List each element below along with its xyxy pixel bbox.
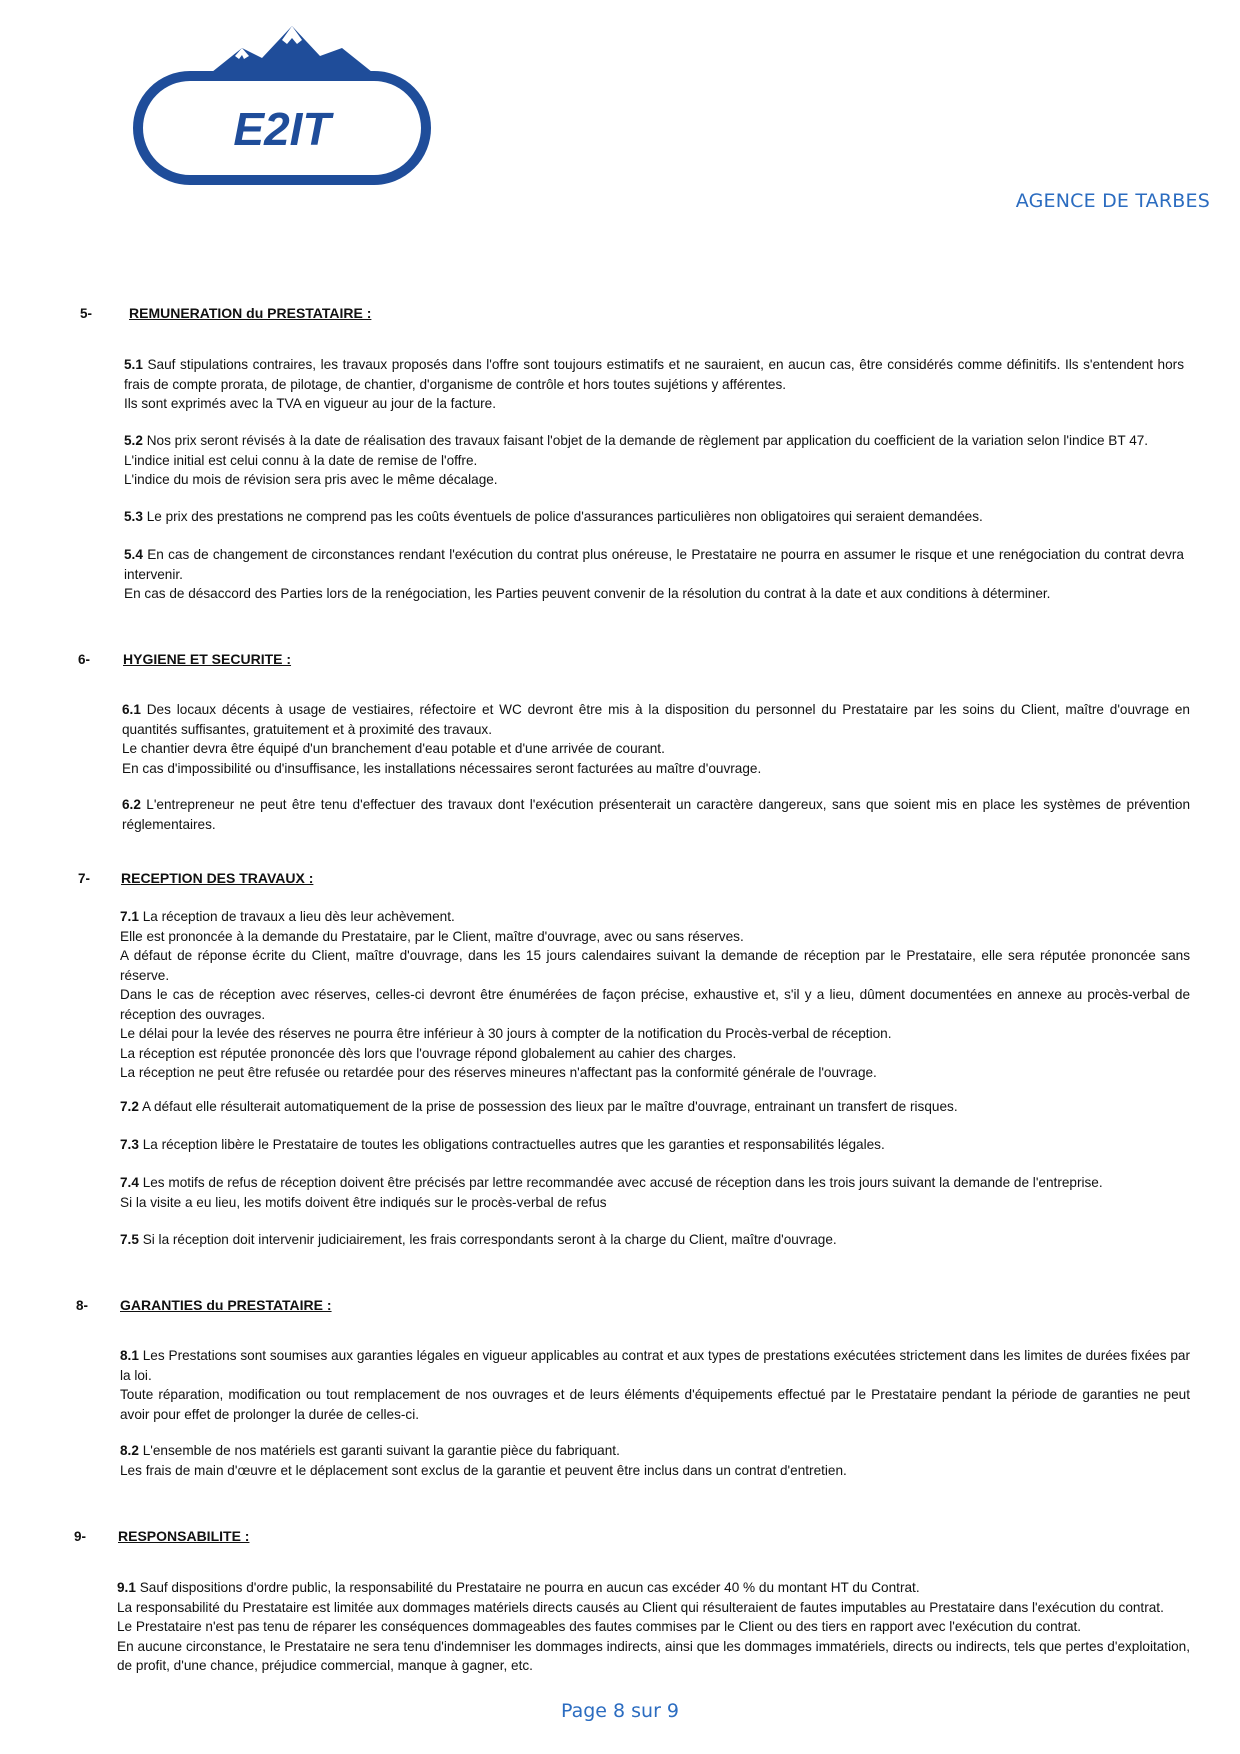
section-7-number: 7- xyxy=(78,871,91,886)
section-9-title: RESPONSABILITE : xyxy=(118,1528,250,1544)
ref-5-2: 5.2 xyxy=(124,433,143,448)
para-7-5: 7.5 Si la réception doit intervenir judiciairement, les frais correspondants seront à la charge du Client, maître d'ouvrage. xyxy=(120,1232,837,1247)
section-5-title: REMUNERATION du PRESTATAIRE : xyxy=(129,305,372,321)
page-number: Page 8 sur 9 xyxy=(560,1700,680,1722)
ref-7-1: 7.1 xyxy=(120,909,139,924)
ref-7-2: 7.2 xyxy=(120,1099,139,1114)
section-6-title: HYGIENE ET SECURITE : xyxy=(123,651,292,667)
section-6-number: 6- xyxy=(78,652,91,667)
para-7-4: 7.4 Les motifs de refus de réception doivent être précisés par lettre recommandée avec accusé de réception dans les trois jours suivant la demande de l'entreprise. Si la visite a eu lieu, les motifs doivent être indiqués sur le procès-verbal de refus xyxy=(120,1175,1103,1210)
para-8-2: 8.2 L'ensemble de nos matériels est garanti suivant la garantie pièce du fabriquant. Les frais de main d'œuvre et le déplacement sont exclus de la garantie et peuvent être inclus dans un contrat d'entretien. xyxy=(120,1443,847,1478)
para-8-1: 8.1 Les Prestations sont soumises aux garanties légales en vigueur applicables au contrat et aux types de prestations exécutées strictement dans les limites de durées fixées par la loi. Toute réparation, modification ou tout remplacement de nos ouvrages et de leurs éléments d'équipements effectué par le Prestataire pendant la période de garanties ne peut avoir pour effet de prolonger la durée de celles-ci. xyxy=(120,1348,1190,1422)
ref-5-1: 5.1 xyxy=(124,357,143,372)
ref-5-3: 5.3 xyxy=(124,509,143,524)
section-8-title: GARANTIES du PRESTATAIRE : xyxy=(120,1297,332,1313)
para-5-2: 5.2 Nos prix seront révisés à la date de réalisation des travaux faisant l'objet de la demande de règlement par application du coefficient de la variation selon l'indice BT 47. L'indice initial est celui connu à la date de remise de l'offre. L'indice du mois de révision sera pris avec le même décalage. xyxy=(124,433,1149,487)
ref-7-4: 7.4 xyxy=(120,1175,139,1190)
section-9-number: 9- xyxy=(74,1529,87,1544)
section-8-number: 8- xyxy=(76,1298,89,1313)
para-7-2: 7.2 A défaut elle résulterait automatiquement de la prise de possession des lieux par le maître d'ouvrage, entrainant un transfert de risques. xyxy=(120,1099,958,1114)
section-5-number: 5- xyxy=(80,306,93,321)
ref-6-2: 6.2 xyxy=(122,797,141,812)
para-9-1: 9.1 Sauf dispositions d'ordre public, la responsabilité du Prestataire ne pourra en aucun cas excéder 40 % du montant HT du Contrat. La responsabilité du Prestataire est limitée aux dommages matériels directs causés au Client qui résulteraient de fautes imputables au Prestataire dans l'exécution du contrat. Le Prestataire n'est pas tenu de réparer les conséquences dommageables des fautes commises par le Client ou des tiers en rapport avec l'exécution du contrat. En aucune circonstance, le Prestataire ne sera tenu d'indemniser les dommages indirects, ainsi que les dommages immatériels, directs ou indirects, tels que pertes d'exploitation, de profit, d'une chance, préjudice commercial, manque à gagner, etc. xyxy=(117,1580,1190,1673)
ref-5-4: 5.4 xyxy=(124,547,143,562)
para-7-3: 7.3 La réception libère le Prestataire de toutes les obligations contractuelles autres que les garanties et responsabilités légales. xyxy=(120,1137,885,1152)
para-5-1: 5.1 Sauf stipulations contraires, les travaux proposés dans l'offre sont toujours estimatifs et ne sauraient, en aucun cas, être considérés comme définitifs. Ils s'entendent hors frais de compte prorata, de pilotage, de chantier, d'organisme de contrôle et hors toutes sujétions y afférentes. Ils sont exprimés avec la TVA en vigueur au jour de la facture. xyxy=(124,357,1184,411)
para-5-3: 5.3 Le prix des prestations ne comprend pas les coûts éventuels de police d'assurances particulières non obligatoires qui seraient demandées. xyxy=(124,509,983,524)
section-7-title: RECEPTION DES TRAVAUX : xyxy=(121,870,314,886)
para-7-1: 7.1 La réception de travaux a lieu dès leur achèvement. Elle est prononcée à la demande du Prestataire, par le Client, maître d'ouvrage, avec ou sans réserves. A défaut de réponse écrite du Client, maître d'ouvrage, dans les 15 jours calendaires suivant la demande de réception par le Prestataire, elle sera réputée prononcée sans réserve. Dans le cas de réception avec réserves, celles-ci devront être énumérées de façon précise, exhaustive et, s'il y a lieu, dûment documentées en annexe au procès-verbal de réception des ouvrages. Le délai pour la levée des réserves ne pourra être inférieur à 30 jours à compter de la notification du Procès-verbal de réception. La réception est réputée prononcée dès lors que l'ouvrage répond globalement au cahier des charges. La réception ne peut être refusée ou retardée pour des réserves mineures n'affectant pas la conformité générale de l'ouvrage. xyxy=(120,909,1190,1080)
ref-7-5: 7.5 xyxy=(120,1232,139,1247)
para-6-1: 6.1 Des locaux décents à usage de vestiaires, réfectoire et WC devront être mis à la disposition du personnel du Prestataire par les soins du Client, maître d'ouvrage en quantités suffisantes, gratuitement et à proximité des travaux. Le chantier devra être équipé d'un branchement d'eau potable et d'une arrivée de courant. En cas d'impossibilité ou d'insuffisance, les installations nécessaires seront facturées au maître d'ouvrage. xyxy=(122,702,1190,776)
logo-text: E2IT xyxy=(233,103,331,155)
ref-9-1: 9.1 xyxy=(117,1580,136,1595)
company-logo xyxy=(132,18,432,188)
ref-8-2: 8.2 xyxy=(120,1443,139,1458)
agency-name: AGENCE DE TARBES xyxy=(1015,190,1210,212)
para-6-2: 6.2 L'entrepreneur ne peut être tenu d'effectuer des travaux dont l'exécution présenterait un caractère dangereux, sans que soient mis en place les systèmes de prévention réglementaires. xyxy=(122,797,1191,832)
para-5-4: 5.4 En cas de changement de circonstances rendant l'exécution du contrat plus onéreuse, le Prestataire ne pourra en assumer le risque et une renégociation du contrat devra intervenir. En cas de désaccord des Parties lors de la renégociation, les Parties peuvent convenir de la résolution du contrat à la date et aux conditions à déterminer. xyxy=(124,547,1184,601)
ref-6-1: 6.1 xyxy=(122,702,141,717)
ref-7-3: 7.3 xyxy=(120,1137,139,1152)
ref-8-1: 8.1 xyxy=(120,1348,139,1363)
